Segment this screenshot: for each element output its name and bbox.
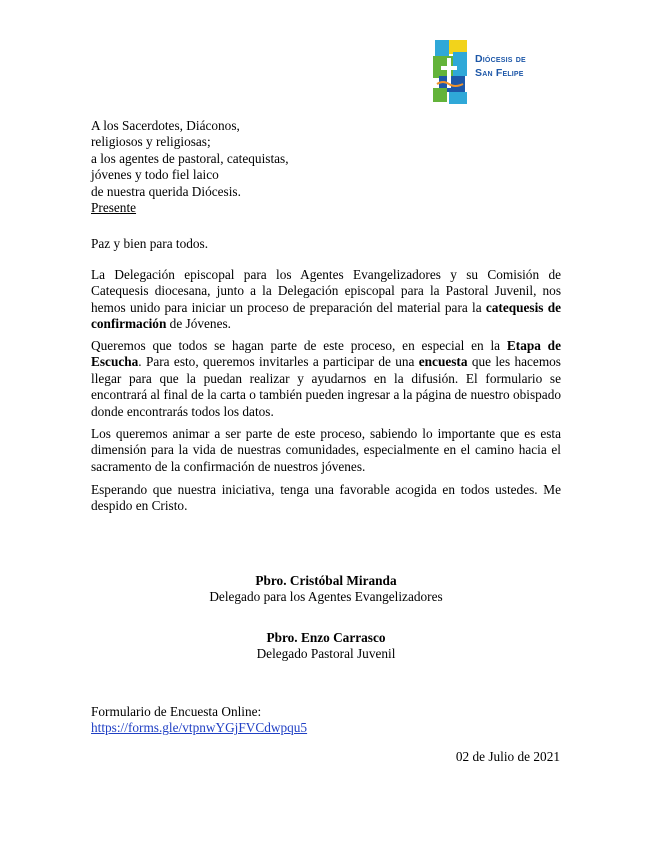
signatory-role: Delegado Pastoral Juvenil xyxy=(256,646,396,662)
paragraph-1-bold: catequesis de confirmación xyxy=(91,299,561,332)
signature-block xyxy=(91,573,561,606)
survey-form-section xyxy=(91,704,561,737)
paragraph-2-text-1: Queremos que todos se hagan parte de este proceso, en especial en la xyxy=(91,338,507,353)
addressee-line: jóvenes y todo fiel laico xyxy=(91,167,219,183)
diocese-logo-text xyxy=(475,52,570,80)
signature-block xyxy=(91,630,561,663)
paragraph-2-text-3: que les hacemos llegar para que la puedan realizar y ayudarnos en la difusión. El formulario se encontrará al final de la carta o también pueden ingresar a la página de nuestro obispado donde encontrarás todos los datos. xyxy=(91,354,561,419)
signatory-name: Pbro. Enzo Carrasco xyxy=(266,630,386,645)
diocese-logo xyxy=(433,40,568,106)
paragraph-1-end: de Jóvenes. xyxy=(166,316,231,332)
signatory-name: Pbro. Cristóbal Miranda xyxy=(255,573,397,588)
addressee-block xyxy=(91,118,551,216)
paragraph-2-bold-2: encuesta xyxy=(418,354,468,370)
logo-line-1: Diócesis de xyxy=(475,53,526,65)
survey-form-link[interactable]: https://forms.gle/vtpnwYGjFVCdwpqu5 xyxy=(91,720,308,736)
diocese-emblem-icon xyxy=(433,40,469,106)
paragraph-1 xyxy=(91,267,561,333)
paragraph-3: Los queremos animar a ser parte de este proceso, sabiendo lo importante que es esta dimensión para la vida de nuestras comunidades, especialmente en el camino hacia el sacramento de la confirmación de nuestros jóvenes. xyxy=(91,426,561,474)
paragraph-2 xyxy=(91,338,561,420)
paragraph-1-text: La Delegación episcopal para los Agentes Evangelizadores y su Comisión de Catequesis diocesana, junto a la Delegación episcopal para la Pastoral Juvenil, nos hemos unido para iniciar un proceso de preparación del material para la xyxy=(91,267,561,315)
letter-date: 02 de Julio de 2021 xyxy=(455,749,560,764)
addressee-line: religiosos y religiosas; xyxy=(91,134,211,150)
signatory-role: Delegado para los Agentes Evangelizadores xyxy=(209,589,443,605)
addressee-line: a los agentes de pastoral, catequistas, xyxy=(91,150,289,166)
logo-line-2: San Felipe xyxy=(475,67,524,79)
greeting: Paz y bien para todos. xyxy=(91,236,209,251)
paragraph-2-bold-1: Etapa de Escucha xyxy=(91,338,561,370)
presente-label: Presente xyxy=(91,200,137,216)
addressee-line: de nuestra querida Diócesis. xyxy=(91,183,241,199)
paragraph-2-text-2: . Para esto, queremos invitarles a participar de una xyxy=(138,354,419,370)
paragraph-4: Esperando que nuestra iniciativa, tenga una favorable acogida en todos ustedes. Me despido en Cristo. xyxy=(91,482,561,514)
addressee-line: A los Sacerdotes, Diáconos, xyxy=(91,118,240,133)
survey-form-label: Formulario de Encuesta Online: xyxy=(91,704,262,719)
